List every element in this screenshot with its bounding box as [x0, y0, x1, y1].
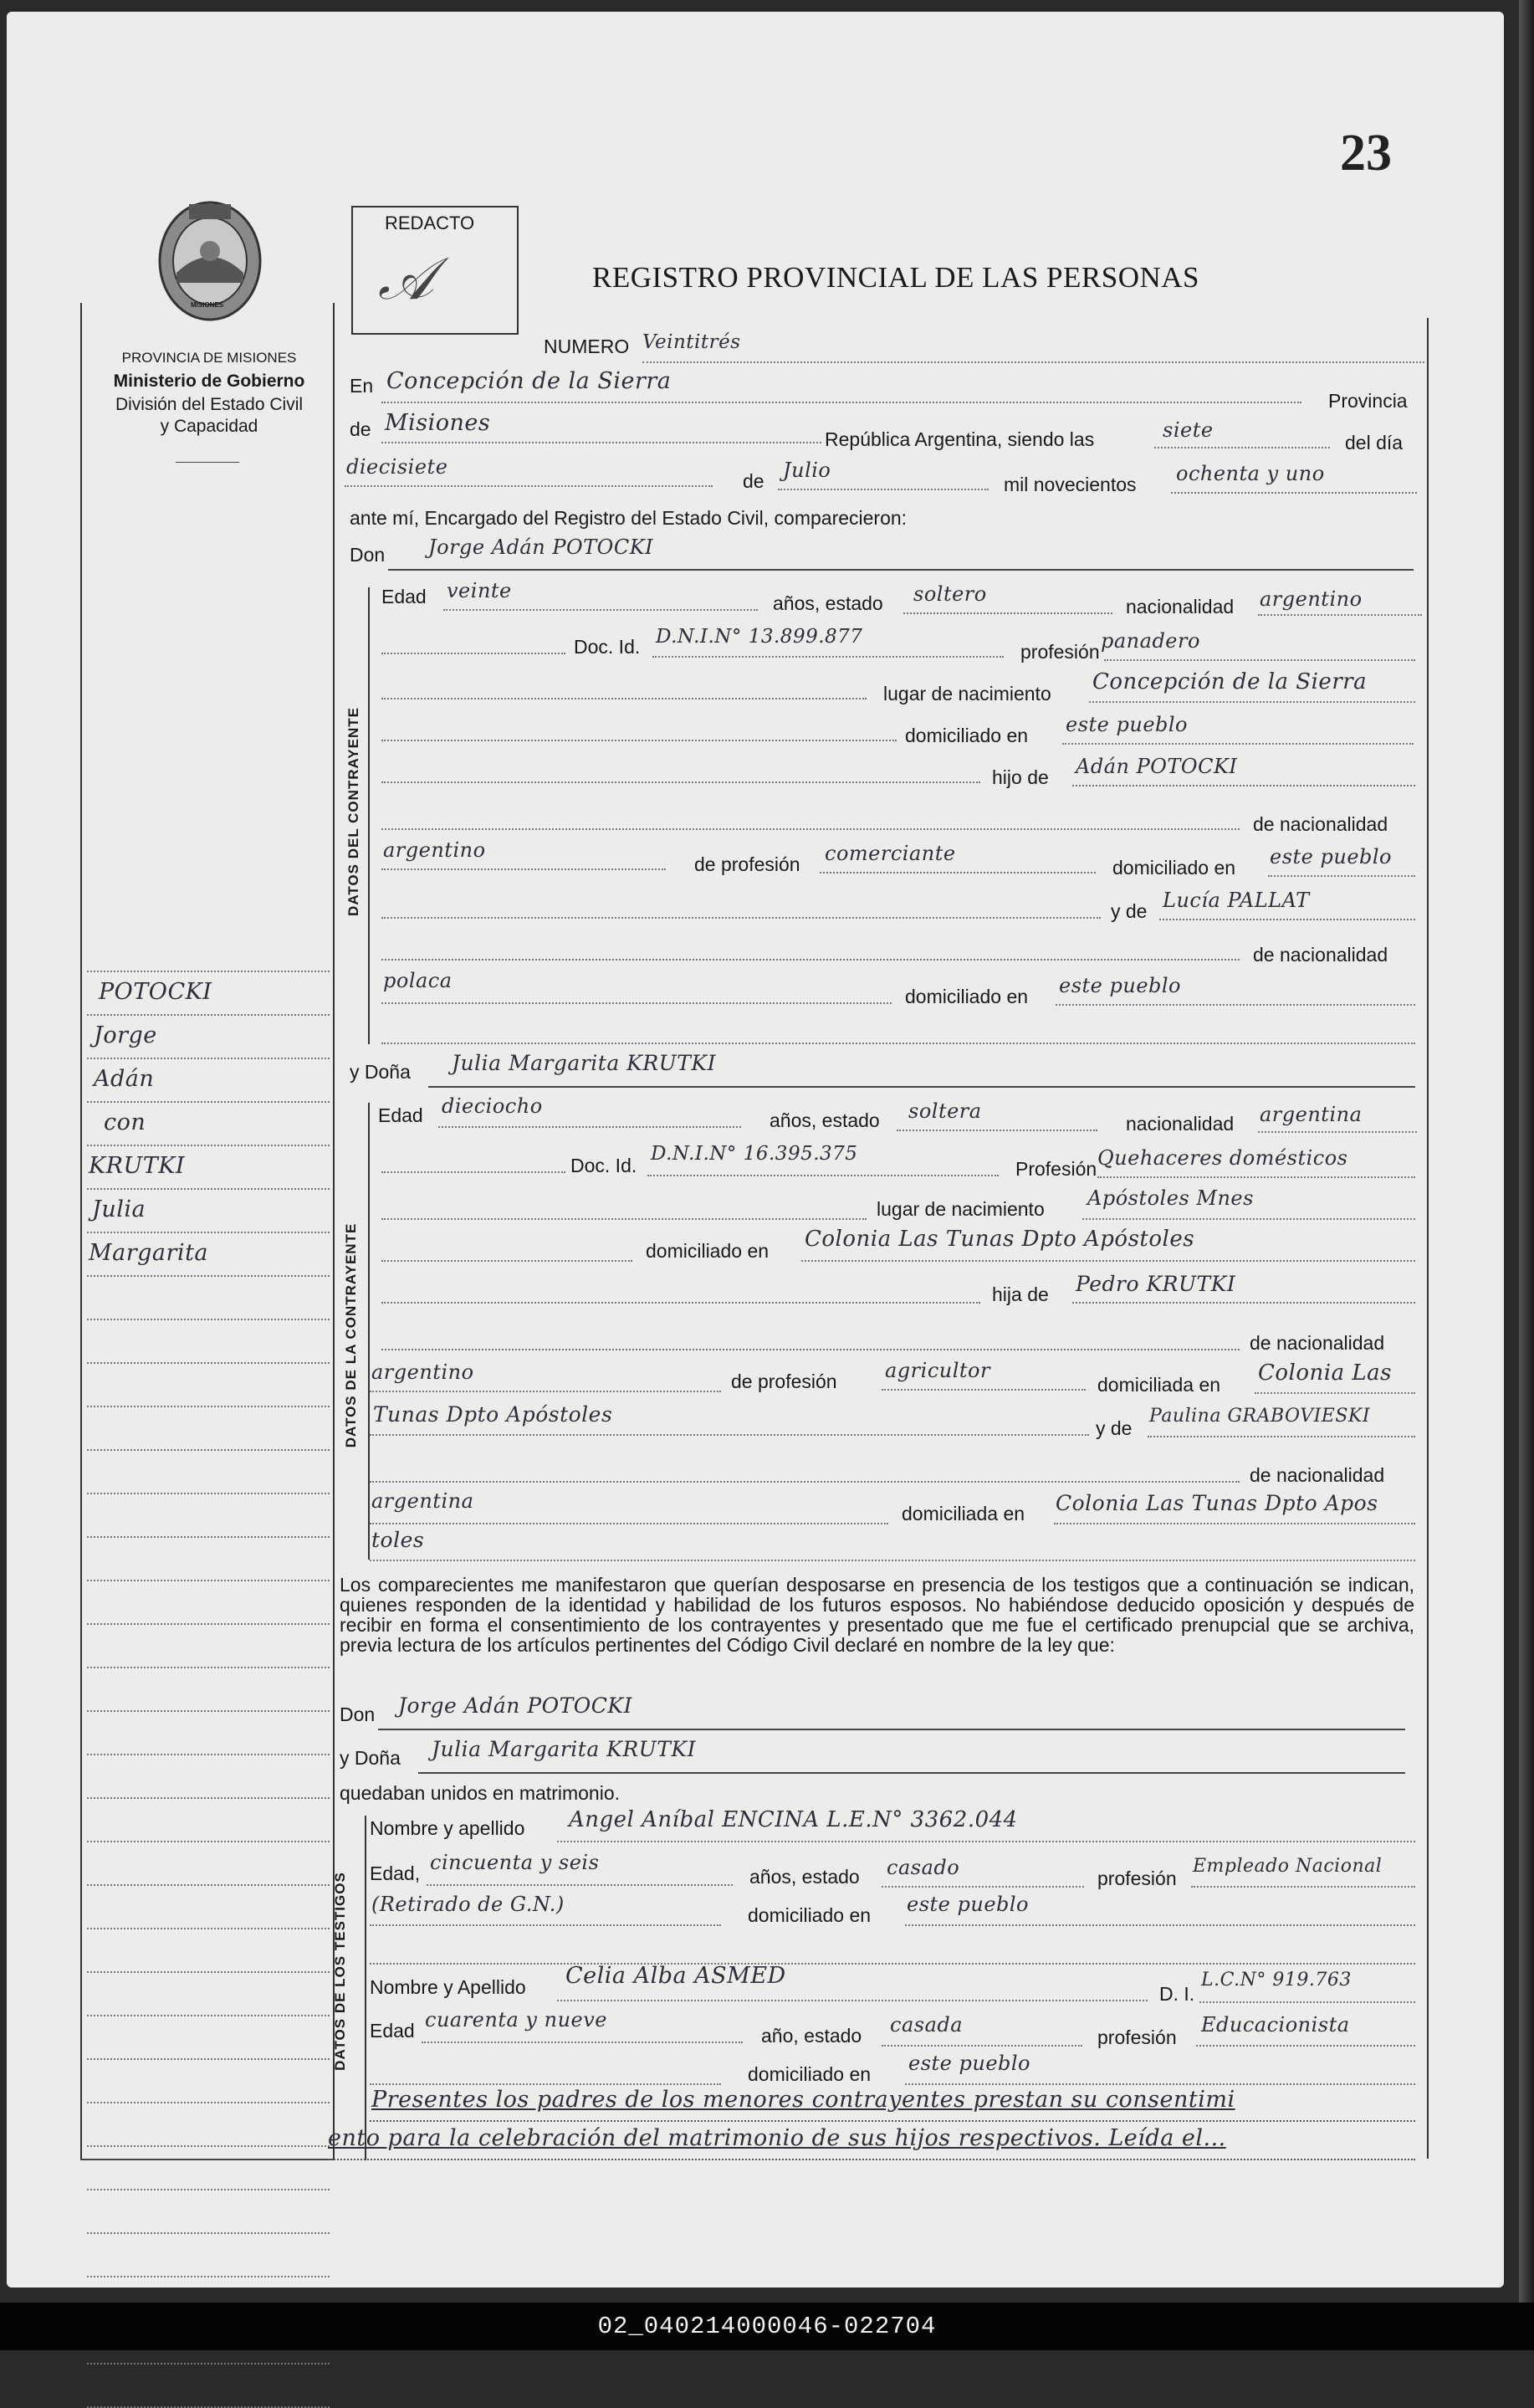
f-edad-value: dieciocho	[442, 1094, 543, 1118]
margin-dotted-line	[87, 1145, 330, 1146]
margin-dotted-line	[87, 2189, 330, 2190]
f-padre-nac-pre-line	[381, 1349, 1240, 1350]
office-division: División del Estado Civil	[115, 395, 304, 414]
c-edad-line	[443, 609, 758, 611]
f-madre-dom2-line	[370, 1560, 1415, 1561]
c-de-nac-label: de nacionalidad	[1253, 813, 1388, 835]
c-madre-nac-label: de nacionalidad	[1253, 944, 1388, 966]
republica-label: República Argentina, siendo las	[825, 428, 1095, 450]
dona-value: Julia Margarita KRUTKI	[452, 1051, 716, 1075]
f-padre-nac-line	[370, 1391, 721, 1392]
margin-dotted-line	[87, 1058, 330, 1059]
f-padre-dom2-line	[370, 1434, 1089, 1436]
f-padre-value: Pedro KRUTKI	[1076, 1272, 1236, 1296]
margin-note-con: con	[104, 1109, 146, 1135]
margin-dotted-line	[87, 1275, 330, 1277]
mes-value: Julio	[783, 459, 831, 482]
register-title: REGISTRO PROVINCIAL DE LAS PERSONAS	[592, 261, 1199, 294]
c-doc-value: D.N.I.N° 13.899.877	[656, 626, 863, 648]
f-prof-value: Quehaceres domésticos	[1097, 1146, 1348, 1170]
f-padre-prof-value: agricultor	[885, 1359, 990, 1382]
margin-dotted-line	[87, 1884, 330, 1886]
c-y-de-pre-line	[381, 917, 1101, 919]
margin-dotted-line	[87, 1841, 330, 1842]
numero-value: Veintitrés	[642, 331, 741, 353]
redacto-signature: 𝒜	[378, 244, 434, 313]
margin-note-surname: POTOCKI	[99, 979, 212, 1005]
c-padre-prof-line	[820, 872, 1096, 874]
contrayenta-section-label: DATOS DE LA CONTRAYENTE	[343, 1222, 359, 1448]
union-dona-label: y Doña	[340, 1747, 401, 1769]
margin-dotted-line	[87, 2145, 330, 2147]
mil-label: mil novecientos	[1004, 474, 1137, 495]
en-value: Concepción de la Sierra	[386, 368, 672, 394]
contrayente-rule	[368, 587, 370, 1044]
t1-prof-line	[1191, 1886, 1415, 1888]
c-y-de-label: y de	[1111, 900, 1148, 922]
t1-edad-value: cincuenta y seis	[430, 1851, 600, 1874]
union-don-value: Jorge Adán POTOCKI	[398, 1693, 632, 1718]
c-padre-nac-line	[381, 868, 666, 870]
t1-dom-value: este pueblo	[907, 1893, 1030, 1916]
don-line	[388, 569, 1414, 571]
f-dom-value: Colonia Las Tunas Dpto Apóstoles	[805, 1227, 1195, 1252]
t1-name-value: Angel Aníbal ENCINA L.E.N° 3362.044	[569, 1807, 1018, 1832]
f-hija-line	[1072, 1302, 1415, 1304]
margin-dotted-line	[87, 1623, 330, 1625]
ante-mi-text: ante mí, Encargado del Registro del Estado Civil, comparecieron:	[350, 507, 908, 529]
t2-name-label: Nombre y Apellido	[370, 1976, 526, 1998]
c-nac-line	[1258, 614, 1422, 616]
margin-dotted-line	[87, 1797, 330, 1799]
mes-line	[778, 489, 989, 490]
t2-dom-line	[905, 2083, 1415, 2085]
margin-dotted-line	[87, 1449, 330, 1451]
t1-name-line	[557, 1841, 1415, 1842]
margin-dotted-line	[87, 1101, 330, 1103]
t2-edad-line	[422, 2042, 743, 2043]
f-prof-label: Profesión	[1015, 1158, 1097, 1180]
c-madre-nac-value: polaca	[383, 969, 453, 992]
t2-doc-line	[1199, 2001, 1415, 2003]
margin-dotted-line	[87, 2015, 330, 2016]
book-spine	[1519, 0, 1534, 2350]
c-padre-dom-line	[1268, 875, 1415, 877]
f-edad-label: Edad	[378, 1104, 423, 1126]
t1-edad-label: Edad,	[370, 1862, 421, 1884]
office-rule	[176, 462, 239, 463]
c-hijo-line	[1072, 785, 1415, 786]
dia-value: diecisiete	[346, 455, 448, 479]
f-madre-nac-label: de nacionalidad	[1250, 1464, 1385, 1486]
seal-caption: MISIONES	[191, 301, 224, 309]
f-madre-dom-label: domiciliada en	[902, 1503, 1025, 1524]
c-madre-line	[1159, 919, 1415, 920]
c-hijo-label: hijo de	[992, 766, 1049, 788]
f-estado-line	[897, 1130, 1097, 1131]
f-padre-dom-line	[1255, 1392, 1415, 1394]
f-madre-value: Paulina GRABOVIESKI	[1149, 1406, 1371, 1427]
f-estado-label: años, estado	[770, 1109, 880, 1131]
margin-dotted-line	[87, 1406, 330, 1407]
union-text: quedaban unidos en matrimonio.	[340, 1782, 621, 1804]
f-de-nac-label: de nacionalidad	[1250, 1332, 1385, 1354]
margin-note-name3: Julia	[92, 1196, 146, 1222]
redacto-box	[351, 206, 519, 335]
t1-estado-value: casado	[887, 1856, 960, 1879]
f-lugar-label: lugar de nacimiento	[877, 1198, 1045, 1220]
c-lugar-value: Concepción de la Sierra	[1092, 669, 1368, 694]
f-doc-label: Doc. Id.	[570, 1155, 637, 1176]
f-lugar-line	[1082, 1218, 1415, 1220]
f-edad-line	[438, 1126, 741, 1128]
t1-edad-line	[427, 1884, 733, 1886]
margin-note-name1: Jorge	[94, 1022, 157, 1048]
t2-name-value: Celia Alba ASMED	[565, 1963, 786, 1989]
t2-dom-pre-line	[370, 2083, 721, 2085]
nota2-line	[328, 2159, 1415, 2160]
en-line	[381, 402, 1301, 403]
c-doc-label: Doc. Id.	[574, 636, 641, 658]
c-dom-label: domiciliado en	[905, 725, 1029, 746]
provincia-value: Misiones	[385, 410, 491, 436]
f-hija-label: hija de	[992, 1283, 1049, 1305]
margin-dotted-line	[87, 1536, 330, 1538]
c-madre-value: Lucía PALLAT	[1163, 889, 1310, 912]
f-padre-prof-label: de profesión	[731, 1371, 837, 1392]
c-padre-prof-label: de profesión	[694, 853, 800, 875]
t1-dom-line	[905, 1924, 1415, 1926]
c-hijo-pre-line	[381, 781, 980, 783]
de-mes-label: de	[743, 470, 764, 492]
f-estado-value: soltera	[908, 1099, 982, 1123]
t2-doc-label: D. I.	[1159, 1983, 1195, 2005]
t2-edad-value: cuarenta y nueve	[425, 2008, 607, 2031]
union-don-label: Don	[340, 1704, 376, 1725]
anio-value: ochenta y uno	[1176, 462, 1325, 485]
c-madre-nac-pre-line	[381, 959, 1240, 961]
c-estado-value: soltero	[913, 582, 987, 606]
don-label: Don	[350, 544, 386, 566]
margin-dotted-line	[87, 1971, 330, 1973]
margin-dotted-line	[87, 1188, 330, 1190]
f-nac-label: nacionalidad	[1126, 1113, 1235, 1135]
t2-name-line	[557, 2000, 1148, 2001]
f-prof-line	[1097, 1176, 1415, 1178]
c-madre-dom-label: domiciliado en	[905, 986, 1029, 1007]
c-prof-label: profesión	[1020, 641, 1100, 663]
f-madre-nac-line	[370, 1523, 888, 1524]
f-madre-dom-value: Colonia Las Tunas Dpto Apos	[1056, 1491, 1378, 1515]
t1-prof2-line	[370, 1924, 721, 1926]
c-padre-dom-label: domiciliado en	[1112, 857, 1236, 879]
t2-prof-value: Educacionista	[1201, 2013, 1350, 2037]
dona-line	[428, 1086, 1415, 1088]
page-number: 23	[1340, 125, 1392, 182]
bottom-rule-left	[80, 2159, 333, 2160]
f-madre-line	[1148, 1436, 1415, 1437]
t2-prof-line	[1196, 2045, 1415, 2047]
contrayente-section-label: DATOS DEL CONTRAYENTE	[345, 707, 361, 916]
hora-line	[1154, 447, 1330, 448]
c-dom-value: este pueblo	[1066, 713, 1189, 736]
t2-estado-line	[882, 2045, 1082, 2047]
c-madre-nac-line	[381, 1002, 892, 1004]
redacto-label: REDACTO	[385, 213, 475, 233]
numero-label: NUMERO	[544, 336, 630, 357]
del-dia-label: del día	[1345, 432, 1404, 453]
c-doc-line	[652, 656, 1004, 658]
margin-dotted-line	[87, 1667, 330, 1668]
f-madre-dom2-value: toles	[371, 1528, 425, 1552]
margin-dotted-line	[87, 1580, 330, 1581]
c-edad-value: veinte	[447, 579, 512, 602]
f-lugar-pre-line	[381, 1218, 867, 1220]
c-estado-label: años, estado	[773, 592, 883, 614]
margin-dotted-line	[87, 1362, 330, 1364]
contrayenta-rule	[368, 1103, 370, 1560]
f-nac-line	[1258, 1131, 1417, 1133]
f-padre-dom2-value: Tunas Dpto Apóstoles	[373, 1402, 613, 1427]
image-id-footer: 02_040214000046-022704	[0, 2303, 1534, 2350]
f-hija-pre-line	[381, 1302, 980, 1304]
f-padre-nac-value: argentino	[371, 1360, 474, 1384]
c-padre-nac-value: argentino	[383, 838, 486, 862]
nota1-text: Presentes los padres de los menores contrayentes prestan su consentimi	[371, 2087, 1235, 2113]
office-capacity: y Capacidad	[160, 417, 258, 436]
f-madre-nac-value: argentina	[371, 1489, 474, 1513]
c-lugar-line	[1089, 701, 1415, 703]
t1-prof-value: Empleado Nacional	[1193, 1856, 1383, 1877]
f-padre-dom-label: domiciliada en	[1097, 1374, 1221, 1396]
f-dom-pre-line	[381, 1260, 632, 1262]
testigos-rule	[365, 1816, 366, 2160]
hora-value: siete	[1163, 418, 1214, 442]
margin-dotted-line	[87, 1754, 330, 1755]
c-lugar-label: lugar de nacimiento	[883, 683, 1051, 704]
margin-note-surname2: KRUTKI	[89, 1153, 186, 1179]
de-line	[381, 442, 821, 443]
left-margin-rule	[80, 303, 82, 2160]
nota2-text: ento para la celebración del matrimonio de sus hijos respectivos. Leída el...	[328, 2125, 1226, 2151]
t2-estado-label: año, estado	[761, 2025, 862, 2047]
numero-line	[642, 361, 1424, 363]
margin-note-name4: Margarita	[89, 1240, 209, 1266]
c-nac-value: argentino	[1260, 587, 1363, 611]
f-doc-line	[647, 1175, 999, 1176]
margin-dotted-line	[87, 1710, 330, 1712]
right-rule	[1427, 318, 1429, 2159]
margin-dotted-line	[87, 2276, 330, 2277]
c-madre-dom-line	[1056, 1004, 1415, 1006]
f-y-de-label: y de	[1096, 1417, 1133, 1439]
anio-line	[1171, 492, 1417, 494]
t1-dom-label: domiciliado en	[748, 1904, 872, 1926]
c-dom-line	[1062, 743, 1414, 745]
margin-dotted-line	[87, 1232, 330, 1233]
margin-dotted-line	[87, 1493, 330, 1494]
testigos-section-label: DATOS DE LOS TESTIGOS	[332, 1872, 348, 2071]
c-prof-line	[1104, 659, 1415, 661]
c-dom-pre-line	[381, 740, 897, 741]
c-padre-dom-value: este pueblo	[1270, 845, 1393, 868]
union-dona-line	[418, 1772, 1405, 1774]
margin-dotted-line	[87, 1319, 330, 1320]
t2-doc-value: L.C.N° 919.763	[1201, 1970, 1352, 1990]
statement-paragraph: Los comparecientes me manifestaron que querían desposarse en presencia de los testigos que a continuación se indican, quienes responden de la identidad y habilidad de los futuros esposos. No habiéndose deducido oposición y después de recibir en forma el consentimiento de los contrayentes y presentado que me fue el certificado prenupcial que se archiva, previa lectura de los artículos pertinentes del Código Civil declaré en nombre de la ley que:	[340, 1574, 1414, 1656]
c-padre-prof-value: comerciante	[825, 842, 956, 865]
de-label: de	[350, 418, 371, 440]
f-madre-dom-line	[1054, 1523, 1415, 1524]
dia-line	[345, 485, 713, 487]
union-don-line	[378, 1729, 1405, 1730]
dona-label: y Doña	[350, 1061, 411, 1083]
t1-prof-label: profesión	[1097, 1867, 1177, 1889]
f-madre-nac-pre-line	[370, 1481, 1240, 1483]
t2-prof-label: profesión	[1097, 2026, 1177, 2048]
t2-dom-value: este pueblo	[908, 2052, 1031, 2075]
t1-estado-label: años, estado	[749, 1866, 860, 1888]
c-lugar-pre-line	[381, 698, 867, 699]
office-ministry: Ministerio de Gobierno	[113, 371, 305, 391]
c-nac-label: nacionalidad	[1126, 596, 1235, 617]
don-value: Jorge Adán POTOCKI	[428, 535, 654, 559]
c-end-line	[381, 1043, 1415, 1044]
office-province: PROVINCIA DE MISIONES	[121, 350, 297, 366]
f-padre-prof-line	[882, 1389, 1086, 1391]
en-label: En	[350, 375, 374, 397]
c-padre-value: Adán POTOCKI	[1076, 755, 1238, 778]
c-doc-pre-line	[381, 653, 565, 654]
margin-dotted-line	[87, 2232, 330, 2234]
f-padre-dom-value: Colonia Las	[1258, 1360, 1392, 1386]
margin-note-name2: Adán	[94, 1066, 155, 1092]
t2-estado-value: casada	[890, 2013, 964, 2037]
margin-dotted-line	[87, 2363, 330, 2364]
c-padre-nac-pre-line	[381, 828, 1240, 830]
t2-dom-label: domiciliado en	[748, 2063, 872, 2085]
f-nac-value: argentina	[1260, 1103, 1363, 1126]
margin-dotted-line	[87, 2102, 330, 2103]
f-dom-line	[801, 1260, 1415, 1262]
t2-edad-label: Edad	[370, 2020, 415, 2042]
margin-dotted-line	[87, 2058, 330, 2060]
c-prof-value: panadero	[1101, 629, 1200, 653]
t1-name-label: Nombre y apellido	[370, 1817, 525, 1839]
margin-dotted-line	[87, 1928, 330, 1929]
f-dom-label: domiciliado en	[646, 1240, 770, 1262]
t1-prof2-value: (Retirado de G.N.)	[371, 1893, 565, 1916]
f-lugar-value: Apóstoles Mnes	[1087, 1186, 1254, 1210]
margin-dotted-line	[87, 1014, 330, 1016]
margin-dotted-line	[87, 971, 330, 972]
f-doc-value: D.N.I.N° 16.395.375	[651, 1143, 858, 1165]
c-estado-line	[903, 612, 1112, 614]
c-madre-dom-value: este pueblo	[1059, 974, 1182, 997]
f-doc-pre-line	[381, 1171, 565, 1173]
provincia-label: Provincia	[1328, 390, 1408, 412]
t1-end-line	[370, 1963, 1415, 1965]
t1-estado-line	[882, 1886, 1084, 1888]
c-edad-label: Edad	[381, 586, 427, 607]
nota1-line	[370, 2120, 1415, 2122]
union-dona-value: Julia Margarita KRUTKI	[432, 1737, 696, 1761]
